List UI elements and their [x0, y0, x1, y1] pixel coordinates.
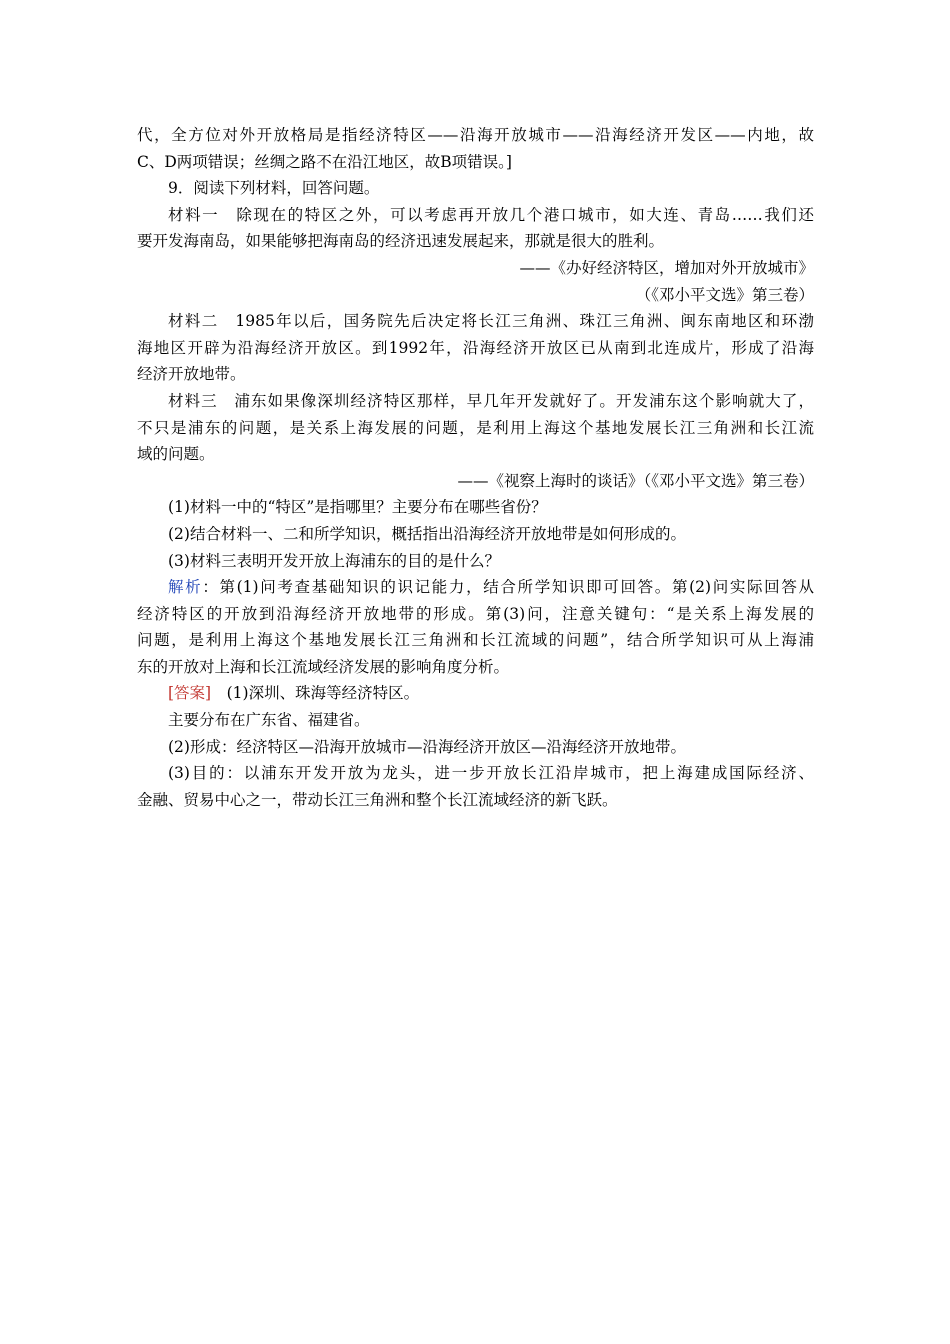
analysis-line-1 [137, 574, 814, 601]
sub-question-2: (2)结合材料一、二和所学知识，概括指出沿海经济开放地带是如何形成的。 [168, 524, 686, 543]
material1-source-book: （《邓小平文选》第三卷） [635, 285, 814, 304]
material3-source: ——《视察上海时的谈话》（《邓小平文选》第三卷） [457, 471, 814, 490]
analysis-line-2: 经济特区的开放到沿海经济开放地带的形成。第(3)问，注意关键句：“是关系上海发展的 [137, 604, 814, 623]
material3-line-2: 不只是浦东的问题，是关系上海发展的问题，是利用上海这个基地发展长江三角洲和长江流 [137, 418, 814, 437]
answer-line-4: (3)目的：以浦东开发开放为龙头，进一步开放长江沿岸城市，把上海建成国际经济、 [168, 764, 814, 783]
analysis-label: 解析 [168, 578, 203, 597]
material2-line-2: 海地区开辟为沿海经济开放区。到1992年，沿海经济开放区已从南到北连成片，形成了沿海 [137, 338, 814, 357]
sub-question-1: (1)材料一中的“特区”是指哪里？主要分布在哪些省份？ [168, 498, 547, 517]
material1-line-2: 要开发海南岛，如果能够把海南岛的经济迅速发展起来，那就是很大的胜利。 [137, 232, 665, 251]
material1-source-title: ——《办好经济特区，增加对外开放城市》 [519, 258, 814, 277]
material2-line-3: 经济开放地带。 [137, 365, 246, 384]
answer-text-1: (1)深圳、珠海等经济特区。 [211, 684, 420, 703]
intro-line-2: C、D两项错误；丝绸之路不在沿江地区，故B项错误。] [137, 152, 512, 171]
answer-line-1 [137, 680, 814, 707]
material2-line-1: 材料二 1985年以后，国务院先后决定将长江三角洲、珠江三角洲、闽东南地区和环渤 [168, 312, 814, 331]
document-page [137, 122, 814, 813]
intro-line-1: 代，全方位对外开放格局是指经济特区——沿海开放城市——沿海经济开发区——内地，故 [137, 126, 814, 144]
material3-line-1: 材料三 浦东如果像深圳经济特区那样，早几年开发就好了。开发浦东这个影响就大了， [168, 391, 814, 410]
analysis-line-3: 问题，是利用上海这个基地发展长江三角洲和长江流域的问题”，结合所学知识可从上海浦 [137, 631, 814, 650]
question-heading: 9．阅读下列材料，回答问题。 [168, 179, 380, 198]
sub-question-3: (3)材料三表明开发开放上海浦东的目的是什么？ [168, 551, 500, 570]
answer-line-3: (2)形成：经济特区—沿海开放城市—沿海经济开放区—沿海经济开放地带。 [168, 737, 686, 756]
analysis-text-1: ：第(1)问考查基础知识的识记能力，结合所学知识即可回答。第(2)问实际回答从 [202, 578, 814, 597]
analysis-line-4: 东的开放对上海和长江流域经济发展的影响角度分析。 [137, 657, 510, 676]
material1-line-1: 材料一 除现在的特区之外，可以考虑再开放几个港口城市，如大连、青岛……我们还 [168, 205, 814, 224]
answer-line-2: 主要分布在广东省、福建省。 [168, 711, 370, 730]
answer-line-5: 金融、贸易中心之一，带动长江三角洲和整个长江流域经济的新飞跃。 [137, 790, 618, 809]
material3-line-3: 域的问题。 [137, 445, 215, 464]
answer-label: [答案] [168, 684, 212, 703]
